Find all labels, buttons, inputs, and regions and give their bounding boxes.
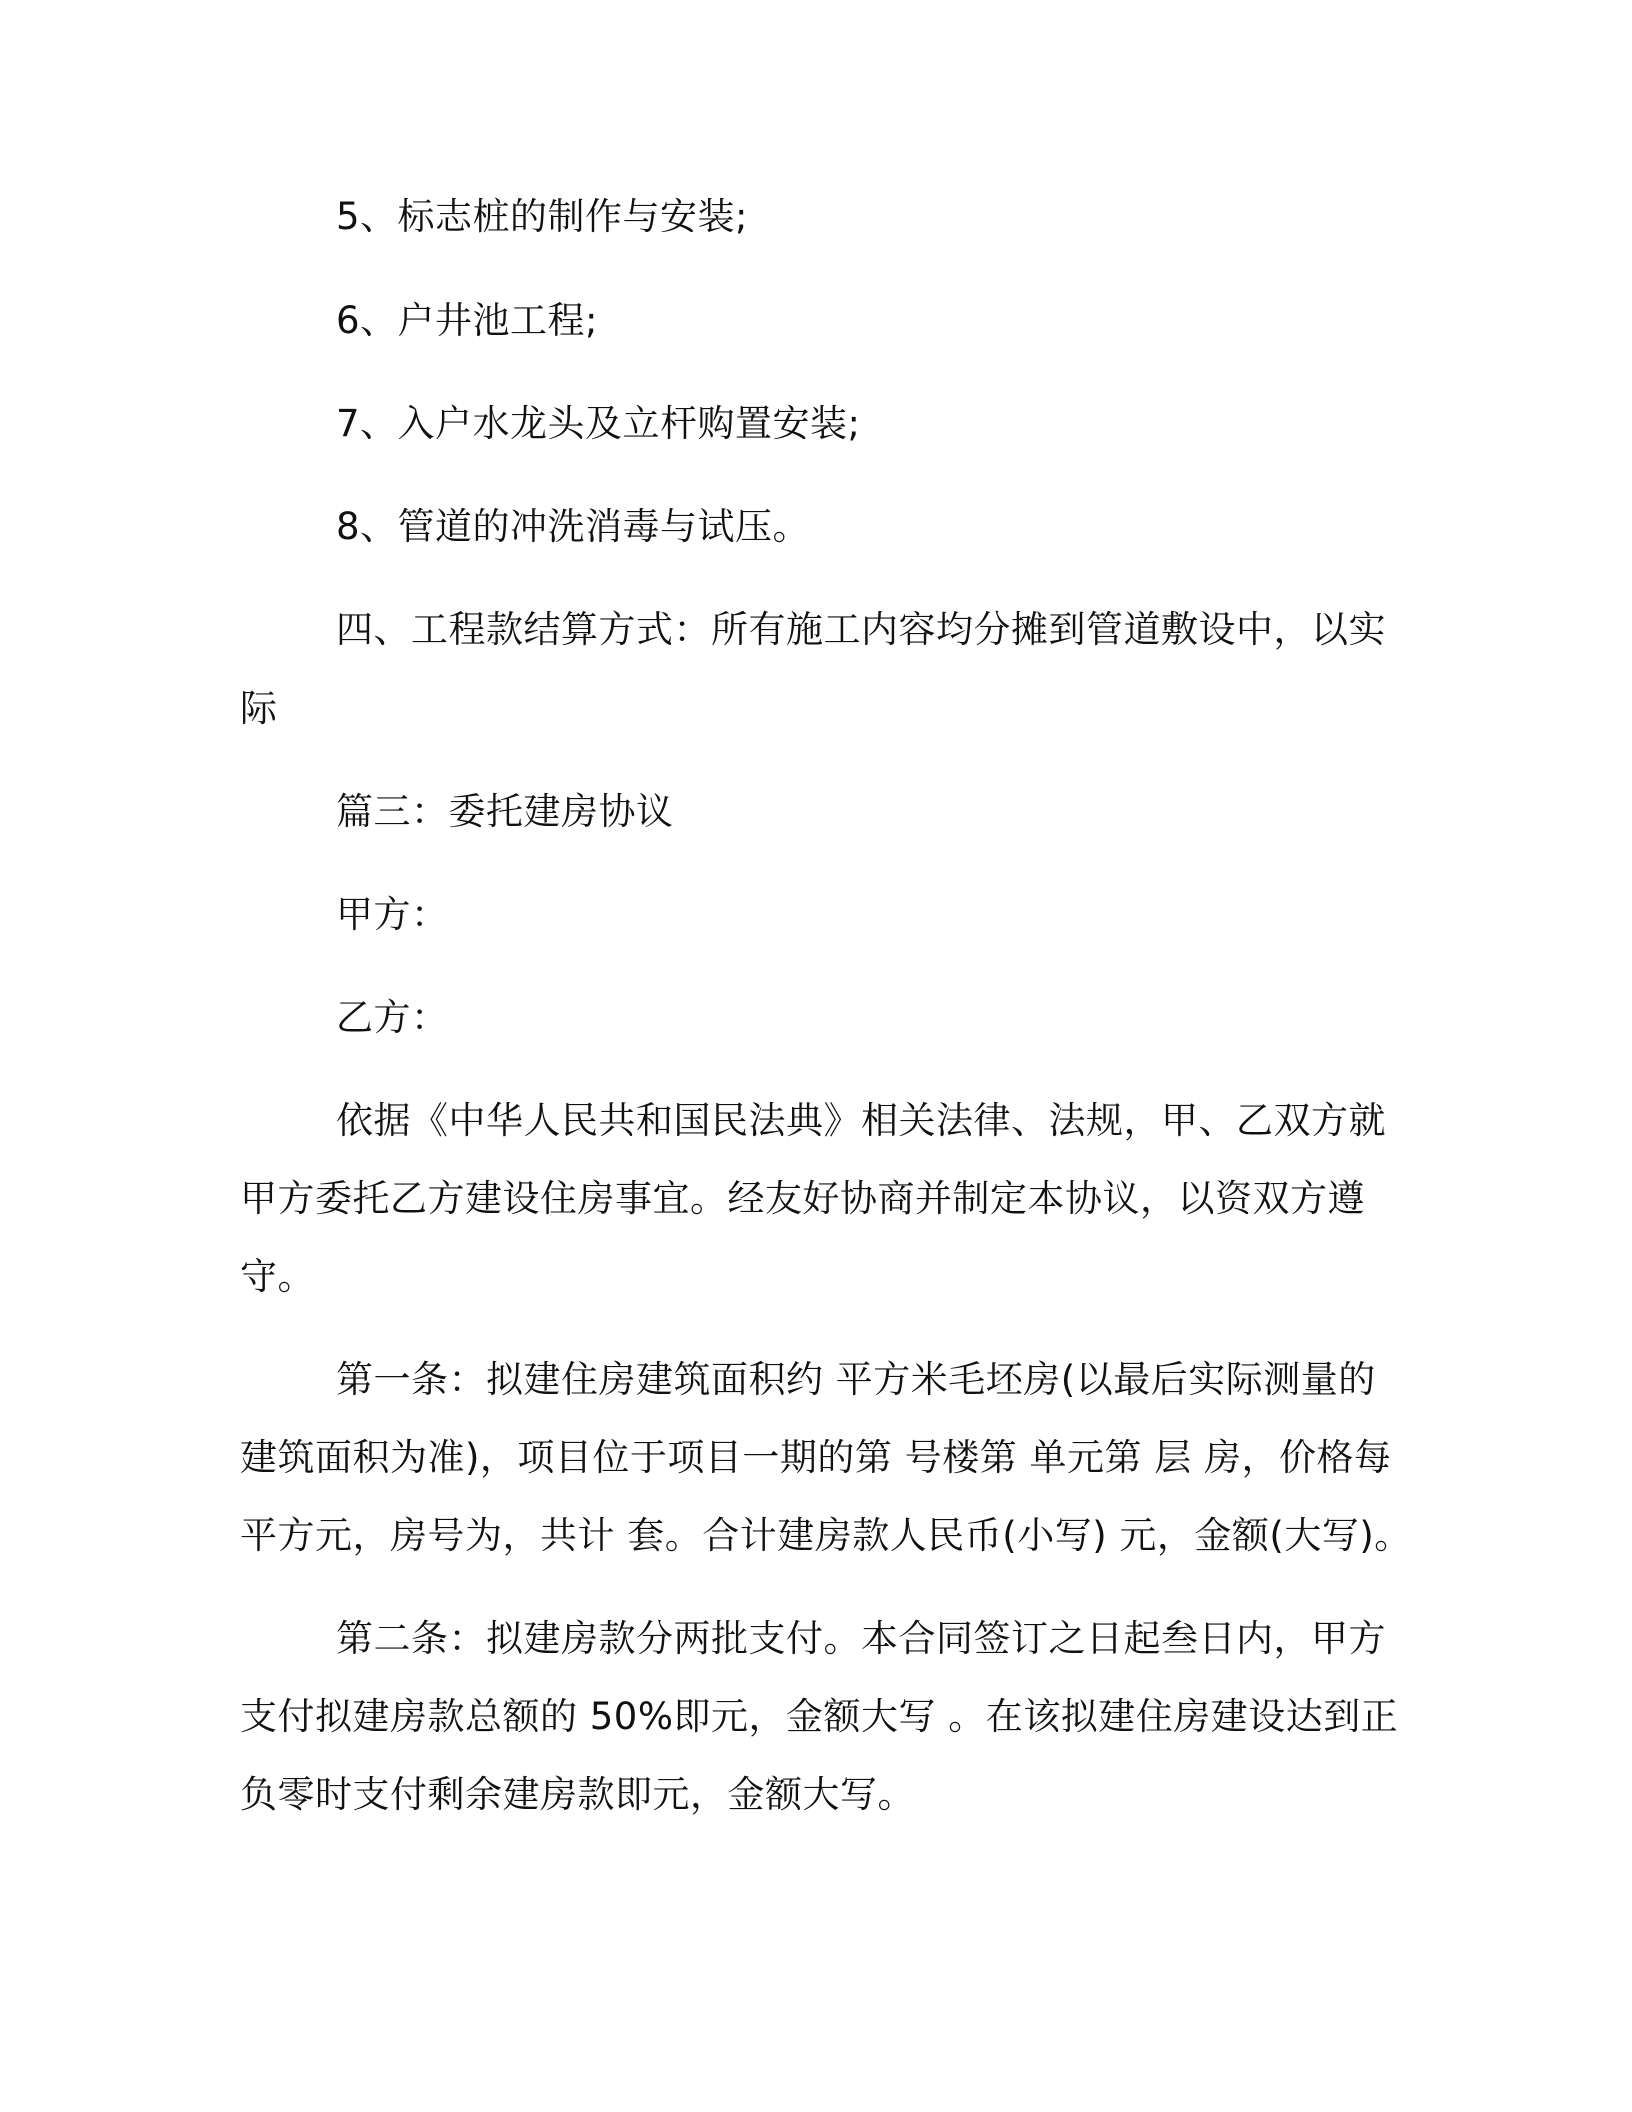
list-item-8: 8、管道的冲洗消毒与试压。 — [336, 505, 811, 548]
list-item-7: 7、入户水龙头及立杆购置安装; — [336, 402, 861, 445]
article-2-line-3: 负零时支付剩余建房款即元，金额大写。 — [240, 1773, 915, 1816]
article-1-line-1: 第一条：拟建住房建筑面积约 平方米毛坯房(以最后实际测量的 — [336, 1358, 1376, 1401]
intro-paragraph-line-2: 甲方委托乙方建设住房事宜。经友好协商并制定本协议，以资双方遵 — [240, 1177, 1365, 1220]
party-a-label: 甲方： — [336, 893, 449, 936]
party-b-label: 乙方： — [336, 996, 449, 1039]
article-1-line-3: 平方元，房号为，共计 套。合计建房款人民币(小写) 元，金额(大写)。 — [240, 1514, 1412, 1557]
settlement-paragraph-line-1: 四、工程款结算方式：所有施工内容均分摊到管道敷设中，以实 — [336, 608, 1386, 651]
article-1-line-2: 建筑面积为准)，项目位于项目一期的第 号楼第 单元第 层 房，价格每 — [240, 1436, 1392, 1479]
intro-paragraph-line-3: 守。 — [240, 1255, 315, 1298]
list-item-5: 5、标志桩的制作与安装; — [336, 195, 749, 238]
intro-paragraph-line-1: 依据《中华人民共和国民法典》相关法律、法规，甲、乙双方就 — [336, 1099, 1386, 1142]
settlement-paragraph-line-2: 际 — [240, 687, 278, 730]
article-2-line-2: 支付拟建房款总额的 50%即元，金额大写 。在该拟建住房建设达到正 — [240, 1695, 1399, 1738]
article-2-line-1: 第二条：拟建房款分两批支付。本合同签订之日起叁日内，甲方 — [336, 1617, 1386, 1660]
list-item-6: 6、户井池工程; — [336, 299, 599, 342]
section-title: 篇三：委托建房协议 — [336, 790, 674, 833]
